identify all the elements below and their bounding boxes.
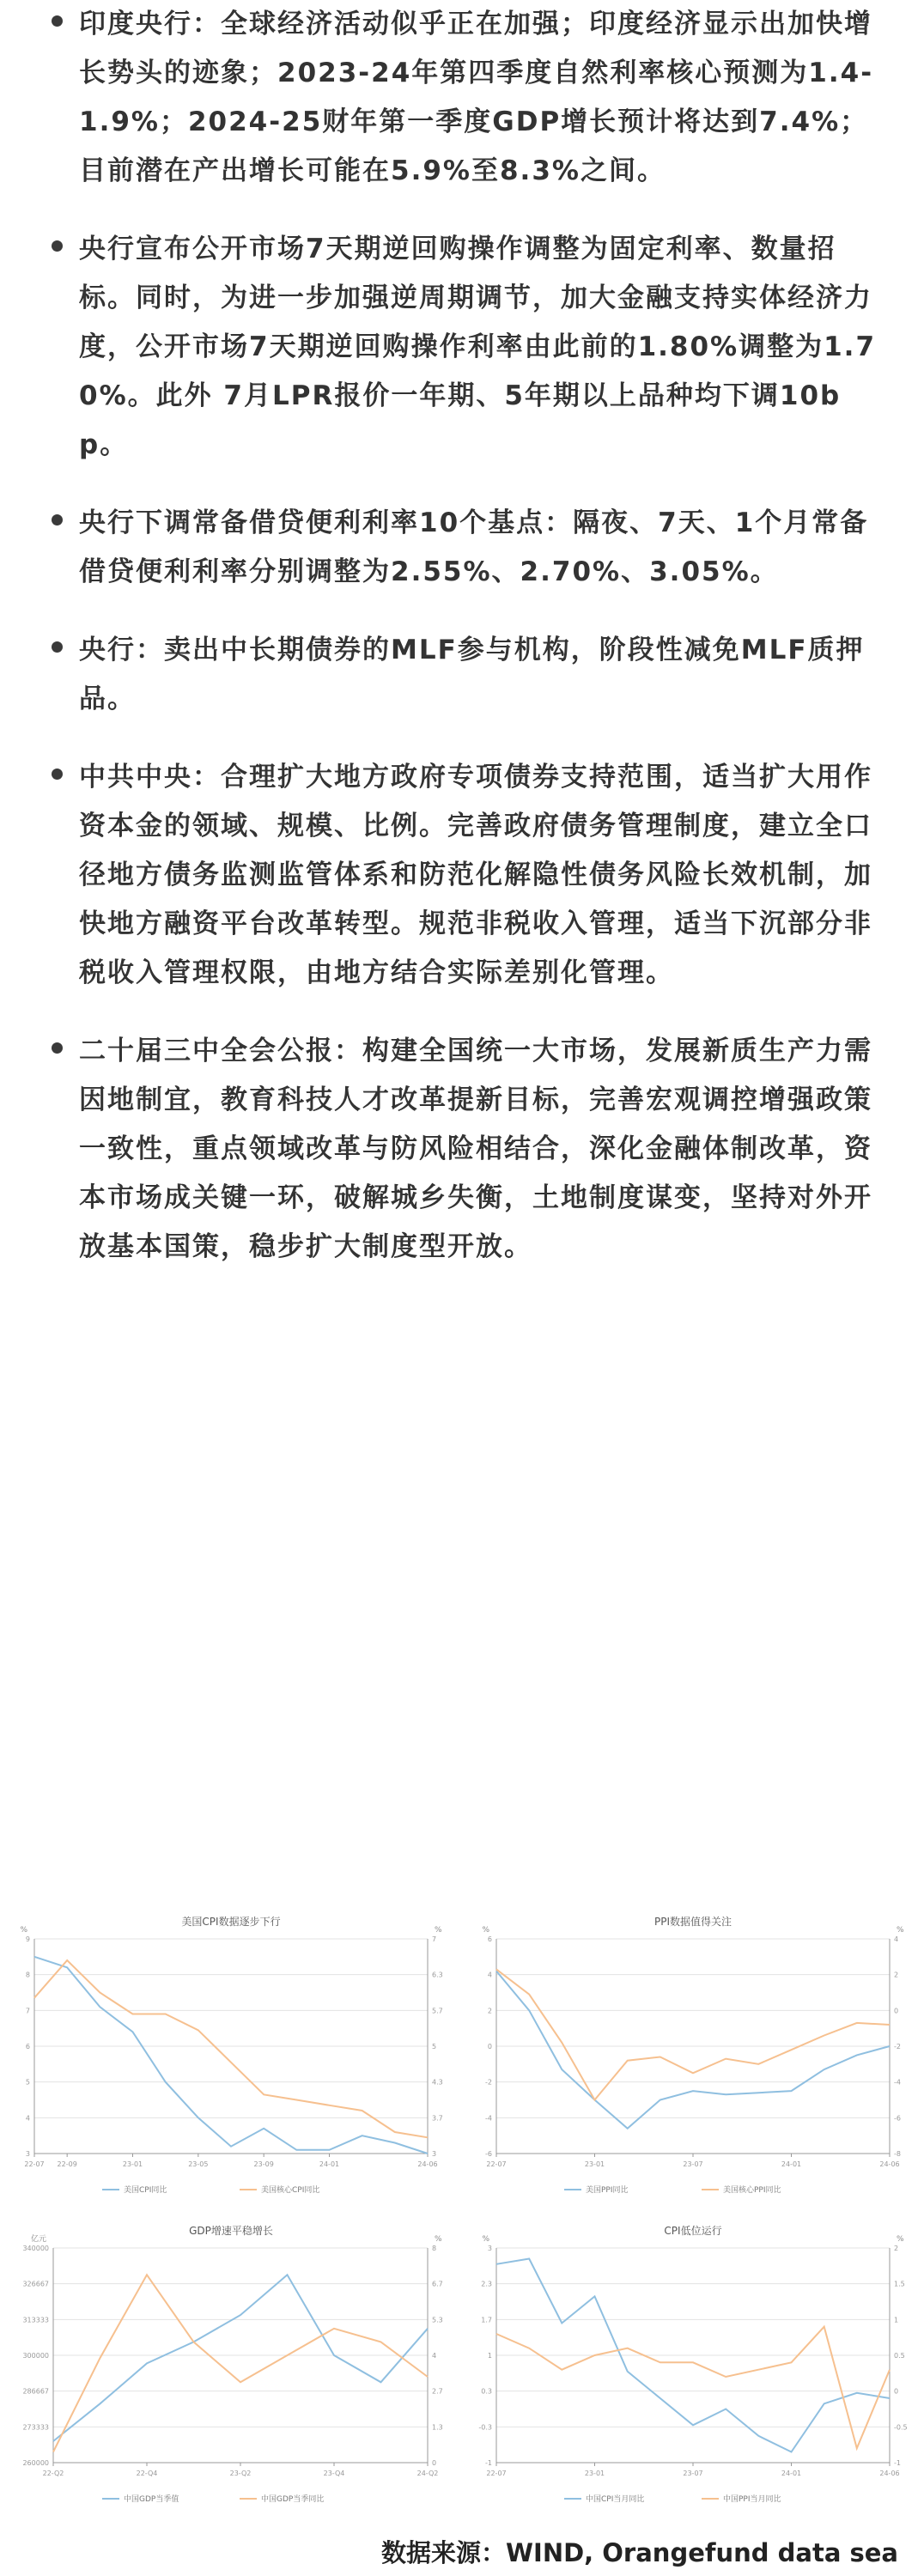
left-axis-unit: %: [20, 1926, 27, 1935]
right-tick-label: 4: [894, 1935, 899, 1943]
left-axis-unit: %: [482, 1926, 489, 1935]
bullet-item-slf: [0, 499, 924, 597]
legend-label: 美国核心CPI同比: [261, 2186, 320, 2195]
right-tick-label: -2: [894, 2043, 901, 2050]
series-line-2: [34, 1960, 428, 2137]
bullet-text: 央行宣布公开市场7天期逆回购操作调整为固定利率、数量招标。同时，为进一步加强逆周期调节，加大金融支持实体经济力度，公开市场7天期逆回购操作利率由此前的1.80%调整为1.70%。此外 7月LPR报价一年期、5年期以上品种均下调10bp。: [79, 234, 877, 460]
bullet-dot-icon: [52, 15, 63, 27]
right-tick-label: -6: [894, 2114, 901, 2123]
right-axis-unit: %: [435, 2235, 442, 2244]
bullet-dot-icon: [52, 641, 63, 653]
right-tick-label: -1: [894, 2459, 901, 2467]
right-axis-unit: %: [897, 2235, 904, 2244]
left-tick-label: 0.3: [481, 2387, 492, 2396]
right-tick-label: 2.7: [432, 2387, 443, 2396]
series-line-2: [496, 1969, 890, 2099]
bullet-item-reverse-repo: [0, 225, 924, 470]
legend-label: 美国核心PPI同比: [723, 2186, 781, 2195]
x-tick-label: 23-01: [584, 2470, 605, 2477]
left-tick-label: 7: [25, 2007, 30, 2015]
legend-label: 中国PPI当月同比: [723, 2495, 781, 2504]
left-tick-label: 326667: [22, 2280, 49, 2288]
right-tick-label: 8: [432, 2245, 437, 2252]
x-tick-label: 23-07: [683, 2470, 703, 2477]
chart-us-cpi: [0, 1908, 462, 2217]
right-tick-label: 3: [432, 2150, 437, 2158]
chart-us-cpi-svg: [0, 1908, 462, 2217]
left-tick-label: 273333: [22, 2423, 49, 2432]
left-axis-unit: 亿元: [30, 2235, 46, 2244]
left-tick-label: 3: [487, 2245, 492, 2252]
bullet-text: 央行下调常备借贷便利利率10个基点：隔夜、7天、1个月常备借贷便利利率分别调整为2.55%、2.70%、3.05%。: [79, 507, 869, 587]
right-tick-label: 1.5: [894, 2280, 905, 2288]
series-line-2: [496, 2327, 890, 2449]
chart-gdp: [0, 2217, 462, 2526]
chart-china-cpi-svg: [462, 2217, 924, 2526]
series-line-2: [53, 2275, 428, 2451]
bullet-dot-icon: [52, 240, 63, 252]
left-tick-label: 1: [487, 2352, 492, 2360]
x-tick-label: 24-01: [781, 2160, 802, 2168]
bullet-item-mlf: [0, 626, 924, 724]
left-tick-label: 340000: [22, 2245, 49, 2252]
bullet-item-local-debt: [0, 753, 924, 998]
chart-title: CPI低位运行: [664, 2225, 722, 2237]
legend-label: 中国GDP当季值: [124, 2495, 179, 2504]
series-line-1: [496, 1971, 890, 2129]
x-tick-label: 23-07: [683, 2160, 703, 2168]
right-tick-label: -8: [894, 2150, 901, 2158]
right-tick-label: 5.7: [432, 2007, 443, 2015]
chart-ppi: [462, 1908, 924, 2217]
x-tick-label: 23-01: [584, 2160, 605, 2168]
chart-china-cpi: [462, 2217, 924, 2526]
left-tick-label: 286667: [22, 2387, 49, 2396]
left-tick-label: 0: [487, 2043, 492, 2050]
right-tick-label: 4: [432, 2352, 437, 2360]
left-tick-label: -6: [485, 2150, 492, 2158]
data-source-note: 数据来源：WIND, Orangefund data sea: [381, 2538, 898, 2567]
x-tick-label: 24-06: [417, 2160, 438, 2168]
chart-gdp-svg: [0, 2217, 462, 2526]
right-axis-unit: %: [897, 1926, 904, 1935]
bullet-dot-icon: [52, 514, 63, 526]
chart-title: 美国CPI数据逐步下行: [181, 1916, 281, 1928]
chart-title: GDP增速平稳增长: [189, 2225, 273, 2237]
right-tick-label: 3.7: [432, 2114, 443, 2123]
left-tick-label: 260000: [22, 2459, 49, 2467]
right-tick-label: 0: [894, 2387, 899, 2396]
x-tick-label: 24-01: [319, 2160, 340, 2168]
right-tick-label: 4.3: [432, 2078, 443, 2087]
left-tick-label: -2: [485, 2078, 492, 2087]
chart-title: PPI数据值得关注: [653, 1916, 733, 1928]
bullet-dot-icon: [52, 769, 63, 780]
x-tick-label: 23-05: [188, 2160, 209, 2168]
bullet-item-plenum: [0, 1027, 924, 1272]
left-tick-label: -0.3: [478, 2423, 492, 2432]
x-tick-label: 23-09: [253, 2160, 274, 2168]
legend-label: 中国CPI当月同比: [586, 2495, 645, 2504]
chart-ppi-svg: [462, 1908, 924, 2217]
right-tick-label: 7: [432, 1935, 437, 1943]
left-tick-label: -1: [485, 2459, 492, 2467]
right-tick-label: 6.3: [432, 1971, 443, 1979]
x-tick-label: 22-Q2: [42, 2470, 64, 2477]
left-tick-label: 6: [25, 2043, 30, 2050]
bullet-dot-icon: [52, 1042, 63, 1054]
right-tick-label: 5: [432, 2043, 437, 2050]
bullet-text: 二十届三中全会公报：构建全国统一大市场，发展新质生产力需因地制宜，教育科技人才改革提新目标，完善宏观调控增强政策一致性，重点领域改革与防风险相结合，深化金融体制改革，资本市场成关键一环，破解城乡失衡，土地制度谋变，坚持对外开放基本国策，稳步扩大制度型开放。: [79, 1036, 872, 1262]
bullet-text: 中共中央：合理扩大地方政府专项债券支持范围，适当扩大用作资本金的领域、规模、比例。完善政府债务管理制度，建立全口径地方债务监测监管体系和防范化解隐性债务风险长效机制，加快地方融资平台改革转型。规范非税收入管理，适当下沉部分非税收入管理权限，由地方结合实际差别化管理。: [79, 762, 872, 988]
left-tick-label: 2.3: [481, 2280, 492, 2288]
left-tick-label: 313333: [22, 2316, 49, 2324]
x-tick-label: 22-07: [24, 2160, 45, 2168]
left-tick-label: 2: [487, 2007, 492, 2015]
left-tick-label: 5: [25, 2078, 30, 2087]
left-tick-label: 4: [25, 2114, 30, 2123]
left-tick-label: 1.7: [481, 2316, 492, 2324]
left-tick-label: 300000: [22, 2352, 49, 2360]
x-tick-label: 23-Q4: [323, 2470, 345, 2477]
right-tick-label: 6.7: [432, 2280, 443, 2288]
left-axis-unit: %: [482, 2235, 489, 2244]
right-tick-label: 0.5: [894, 2352, 905, 2360]
x-tick-label: 22-07: [486, 2160, 507, 2168]
right-tick-label: 1.3: [432, 2423, 443, 2432]
x-tick-label: 24-06: [879, 2470, 900, 2477]
x-tick-label: 23-Q2: [229, 2470, 252, 2477]
bullet-item-rbi: [0, 0, 924, 196]
right-tick-label: -0.5: [894, 2423, 908, 2432]
bullet-text: 央行：卖出中长期债券的MLF参与机构，阶段性减免MLF质押品。: [79, 635, 865, 714]
right-tick-label: 0: [432, 2459, 437, 2467]
left-tick-label: 3: [25, 2150, 30, 2158]
right-tick-label: 0: [894, 2007, 899, 2015]
series-line-1: [53, 2275, 428, 2441]
right-tick-label: 2: [894, 1971, 899, 1979]
left-tick-label: 8: [25, 1971, 30, 1979]
chart-grid: [0, 1908, 924, 2526]
left-tick-label: -4: [485, 2114, 492, 2123]
x-tick-label: 22-Q4: [136, 2470, 158, 2477]
x-tick-label: 22-09: [57, 2160, 77, 2168]
x-tick-label: 23-01: [122, 2160, 143, 2168]
left-tick-label: 6: [487, 1935, 492, 1943]
right-tick-label: -4: [894, 2078, 901, 2087]
x-tick-label: 24-Q2: [416, 2470, 439, 2477]
x-tick-label: 24-01: [781, 2470, 802, 2477]
right-axis-unit: %: [435, 1926, 442, 1935]
legend-label: 美国CPI同比: [124, 2186, 167, 2195]
left-tick-label: 9: [25, 1935, 30, 1943]
bullet-text: 印度央行：全球经济活动似乎正在加强；印度经济显示出加快增长势头的迹象；2023-24年第四季度自然利率核心预测为1.4-1.9%；2024-25财年第一季度GDP增长预计将达到7.4%；目前潜在产出增长可能在5.9%至8.3%之间。: [79, 9, 874, 186]
x-tick-label: 22-07: [486, 2470, 507, 2477]
x-tick-label: 24-06: [879, 2160, 900, 2168]
left-tick-label: 4: [487, 1971, 492, 1979]
right-tick-label: 5.3: [432, 2316, 443, 2324]
legend-label: 中国GDP当季同比: [261, 2495, 325, 2504]
right-tick-label: 1: [894, 2316, 899, 2324]
legend-label: 美国PPI同比: [586, 2186, 629, 2195]
right-tick-label: 2: [894, 2245, 899, 2252]
